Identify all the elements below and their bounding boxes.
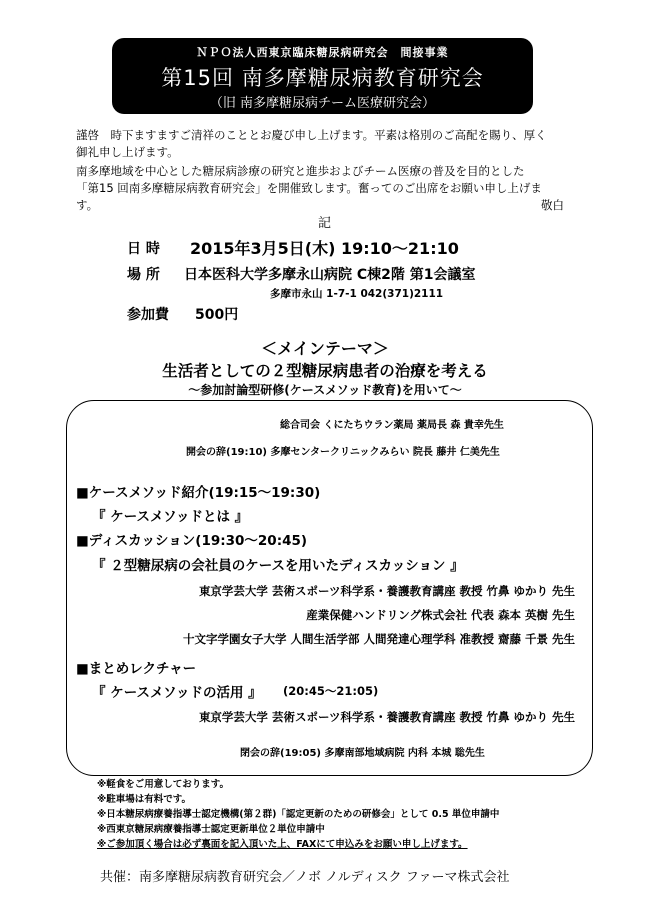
moderator-line: 総合司会 くにたちウラン薬局 薬局長 森 貴幸先生 [280,420,504,431]
intro-line: 御礼申し上げます。 [76,145,179,159]
event-subtitle: （旧 南多摩糖尿病チーム医療研究会） [209,96,436,111]
intro-line: す。 [76,198,99,212]
place-label: 場 所 [127,267,160,283]
speaker-line: 産業保健ハンドリング株式会社 代表 森本 英樹 先生 [306,608,575,622]
theme-heading: ＜メインテーマ＞ [261,339,389,358]
fee-label: 参加費 [127,307,169,323]
theme-title: 生活者としての２型糖尿病患者の治療を考える [162,362,488,380]
note-item: ※日本糖尿病療養指導士認定機構(第２群)「認定更新のための研修会」として 0.5 単位申請中 [97,809,500,820]
section-subtitle: 『 ケースメソッドとは 』 [92,509,249,525]
note-item: ※西東京糖尿病療養指導士認定更新単位２単位申請中 [97,824,325,835]
speaker-line: 東京学芸大学 芸術スポーツ科学系・養護教育講座 教授 竹鼻 ゆかり 先生 [198,710,575,724]
note-item: ※軽食をご用意しております。 [97,779,229,790]
closing-word: 敬白 [541,198,564,212]
note-item: ※ご参加頂く場合は必ず裏面を記入頂いた上、FAXにて申込みをお願い申し上げます。 [97,839,468,850]
co-sponsor-footer: 共催：南多摩糖尿病教育研究会／ノボ ノルディスク ファーマ株式会社 [100,870,510,885]
speaker-line: 東京学芸大学 芸術スポーツ科学系・養護教育講座 教授 竹鼻 ゆかり 先生 [198,584,575,598]
fee-value: 500円 [195,307,239,323]
date-value: 2015年3月5日(木) 19:10〜21:10 [190,239,459,258]
intro-line: 「第15 回南多摩糖尿病教育研究会」を開催致します。奮ってのご出席をお願い申し上げま [76,181,542,195]
event-title: 第15回 南多摩糖尿病教育研究会 [161,66,484,90]
address: 多摩市永山 1-7-1 042(371)2111 [270,288,444,300]
organizer-line: ＮＰＯ法人西東京臨床糖尿病研究会 間接事業 [196,46,449,59]
section-time: (20:45〜21:05) [283,684,379,698]
ki-marker: 記 [318,216,332,231]
header-banner [112,38,533,114]
closing-line: 閉会の辞(19:05) 多摩南部地域病院 内科 本城 聡先生 [240,748,485,759]
note-item: ※駐車場は有料です。 [97,794,191,805]
place-value: 日本医科大学多摩永山病院 C棟2階 第1会議室 [184,267,476,283]
theme-subtitle: 〜参加討論型研修(ケースメソッド教育)を用いて〜 [188,383,462,397]
section-subtitle: 『 ケースメソッドの活用 』 [92,685,262,701]
section-title: ■ディスカッション(19:30〜20:45) [76,533,308,549]
intro-line: 南多摩地域を中心とした糖尿病診療の研究と進歩およびチーム医療の普及を目的とした [76,164,525,178]
section-title: ■まとめレクチャー [76,661,197,677]
intro-line: 謹啓 時下ますますご清祥のこととお慶び申し上げます。平素は格別のご高配を賜り、厚く [76,128,547,142]
date-label: 日 時 [127,241,160,257]
speaker-line: 十文字学園女子大学 人間生活学部 人間発達心理学科 准教授 齋藤 千景 先生 [182,632,575,646]
opening-line: 開会の辞(19:10) 多摩センタークリニックみらい 院長 藤井 仁美先生 [186,447,500,458]
section-title: ■ケースメソッド紹介(19:15〜19:30) [76,485,321,501]
section-subtitle: 『 ２型糖尿病の会社員のケースを用いたディスカッション 』 [92,558,464,574]
